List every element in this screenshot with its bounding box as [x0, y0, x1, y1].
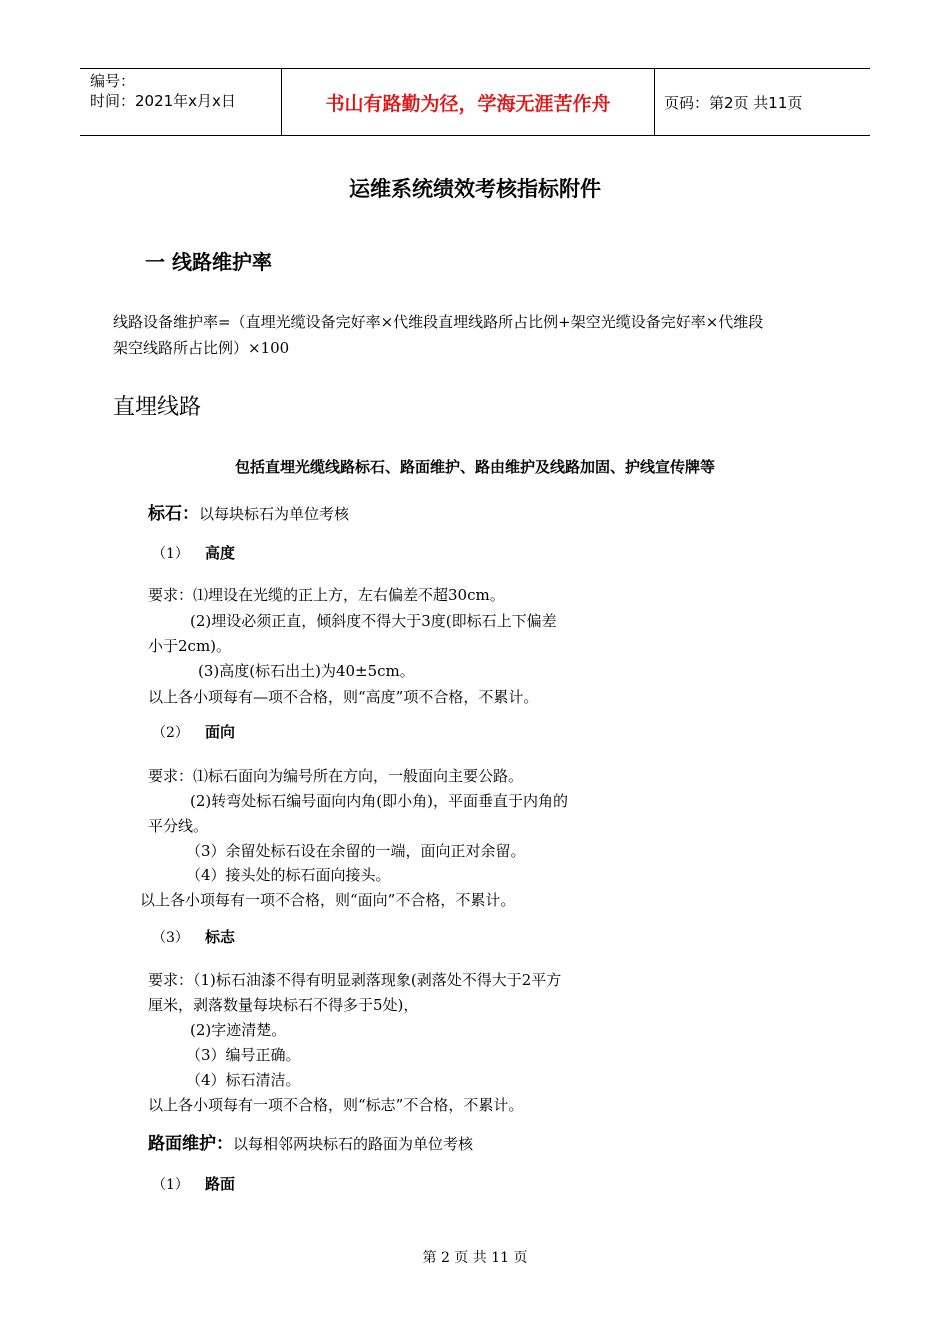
height-req-line: (3)高度(标石出土)为40±5cm。 [198, 662, 415, 680]
sign-summary: 以上各小项每有一项不合格，则“标志”不合格，不累计。 [148, 1096, 524, 1114]
road-maintenance-label: 路面维护： [148, 1134, 233, 1154]
height-req-line: 小于2cm)。 [148, 637, 232, 655]
header-page-number: 页码：第2页 共11页 [664, 94, 803, 112]
sign-req-line: 要求：（1)标石油漆不得有明显剥落现象(剥落处不得大于2平方 [148, 971, 562, 989]
item-number: （3） [152, 930, 189, 946]
orientation-req-line: (2)转弯处标石编号面向内角(即小角)，平面垂直于内角的 [190, 792, 568, 810]
scope-subtitle: 包括直埋光缆线路标石、路面维护、路由维护及线路加固、护线宣传牌等 [234, 458, 715, 476]
header-top-border [80, 68, 870, 69]
section-heading: 一 线路维护率 [145, 250, 272, 274]
height-req-line: 要求：⑴埋设在光缆的正上方，左右偏差不超30cm。 [148, 586, 505, 604]
height-summary: 以上各小项每有—项不合格，则“高度”项不合格，不累计。 [148, 688, 539, 706]
header-meta [90, 71, 236, 111]
marker-stone-paragraph [148, 499, 349, 524]
document-title: 运维系统绩效考核指标附件 [349, 177, 601, 201]
header-bottom-border [80, 135, 870, 136]
orientation-summary: 以上各小项每有一项不合格，则“面向”不合格，不累计。 [140, 891, 516, 909]
orientation-req-line: （4）接头处的标石面向接头。 [186, 866, 391, 884]
formula-line-1: 线路设备维护率=（直埋光缆设备完好率×代维段直埋线路所占比例+架空光缆设备完好率×代维段 [113, 313, 764, 331]
road-maintenance-paragraph [148, 1129, 473, 1154]
sign-req-line: 厘米，剥落数量每块标石不得多于5处)， [148, 996, 419, 1014]
sign-req-line: （3）编号正确。 [186, 1046, 301, 1064]
sign-req-line: （4）标石清洁。 [186, 1071, 301, 1089]
formula-line-2: 架空线路所占比例）×100 [113, 339, 290, 357]
header-motto: 书山有路勤为径，学海无涯苦作舟 [325, 93, 611, 115]
item-number: （2） [152, 725, 189, 741]
road-maintenance-text: 以每相邻两块标石的路面为单位考核 [233, 1135, 474, 1153]
height-req-line: (2)埋设必须正直，倾斜度不得大于3度(即标石上下偏差 [190, 612, 557, 630]
page-footer: 第 2 页 共 11 页 [422, 1250, 528, 1266]
orientation-req-line: （3）余留处标石设在余留的一端，面向正对余留。 [186, 842, 526, 860]
item-number: （1） [152, 546, 189, 562]
header-time: 时间：2021年x月x日 [90, 92, 236, 110]
item-title-orientation: 面向 [205, 723, 236, 741]
item-number: （1） [152, 1177, 189, 1193]
orientation-req-line: 平分线。 [148, 817, 209, 835]
item-title-road-surface: 路面 [205, 1175, 236, 1193]
marker-stone-label: 标石： [148, 504, 199, 524]
header-number: 编号： [90, 72, 136, 90]
marker-stone-text: 以每块标石为单位考核 [199, 505, 350, 523]
buried-line-heading: 直埋线路 [113, 395, 202, 420]
header-divider-right [654, 68, 655, 136]
item-title-sign: 标志 [205, 928, 236, 946]
sign-req-line: (2)字迹清楚。 [190, 1021, 287, 1039]
orientation-req-line: 要求：⑴标石面向为编号所在方向，一般面向主要公路。 [148, 767, 524, 785]
item-title-height: 高度 [205, 544, 236, 562]
